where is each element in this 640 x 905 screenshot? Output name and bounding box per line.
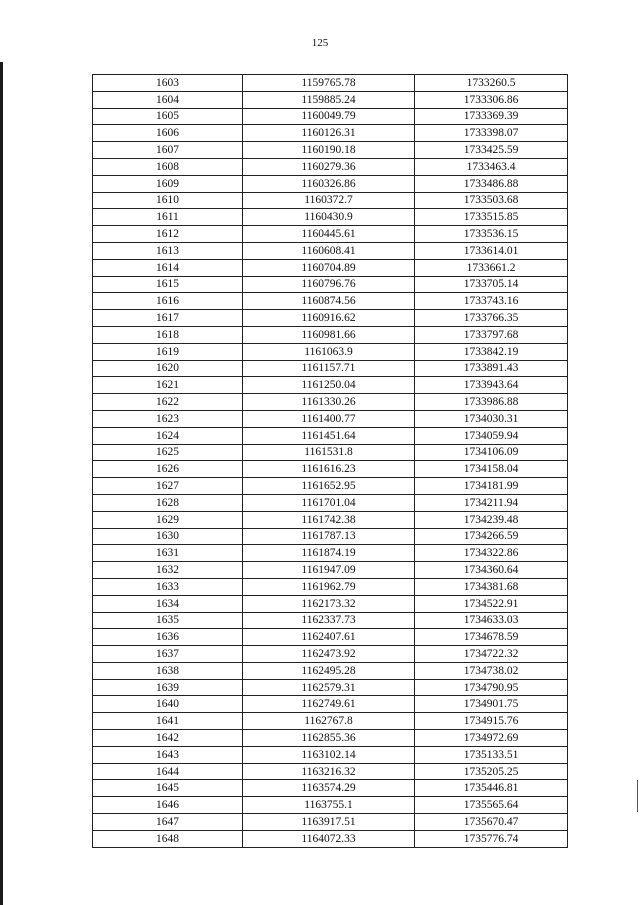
- x-coordinate-cell: 1162173.32: [243, 595, 415, 612]
- point-number-cell: 1605: [93, 108, 243, 125]
- table-row: [93, 310, 568, 327]
- point-number-cell: 1647: [93, 814, 243, 831]
- table-row: [93, 578, 568, 595]
- point-number-cell: 1611: [93, 209, 243, 226]
- point-number-cell: 1638: [93, 662, 243, 679]
- coordinates-table: [92, 74, 568, 848]
- x-coordinate-cell: 1163917.51: [243, 814, 415, 831]
- table-row: [93, 175, 568, 192]
- table-row: [93, 360, 568, 377]
- table-row: [93, 763, 568, 780]
- point-number-cell: 1635: [93, 612, 243, 629]
- x-coordinate-cell: 1162579.31: [243, 679, 415, 696]
- y-coordinate-cell: 1734266.59: [415, 528, 568, 545]
- point-number-cell: 1622: [93, 394, 243, 411]
- point-number-cell: 1626: [93, 461, 243, 478]
- y-coordinate-cell: 1735446.81: [415, 780, 568, 797]
- point-number-cell: 1634: [93, 595, 243, 612]
- y-coordinate-cell: 1734106.09: [415, 444, 568, 461]
- table-row: [93, 394, 568, 411]
- point-number-cell: 1607: [93, 142, 243, 159]
- x-coordinate-cell: 1160445.61: [243, 226, 415, 243]
- table-row: [93, 478, 568, 495]
- table-row: [93, 494, 568, 511]
- point-number-cell: 1632: [93, 562, 243, 579]
- table-row: [93, 746, 568, 763]
- point-number-cell: 1612: [93, 226, 243, 243]
- right-edge-mark: [637, 780, 638, 812]
- table-row: [93, 830, 568, 847]
- table-row: [93, 511, 568, 528]
- table-row: [93, 528, 568, 545]
- table-row: [93, 730, 568, 747]
- x-coordinate-cell: 1162337.73: [243, 612, 415, 629]
- point-number-cell: 1606: [93, 125, 243, 142]
- point-number-cell: 1629: [93, 511, 243, 528]
- table-row: [93, 192, 568, 209]
- point-number-cell: 1610: [93, 192, 243, 209]
- table-row: [93, 293, 568, 310]
- table-row: [93, 242, 568, 259]
- table-row: [93, 209, 568, 226]
- point-number-cell: 1623: [93, 410, 243, 427]
- x-coordinate-cell: 1162473.92: [243, 646, 415, 663]
- y-coordinate-cell: 1734239.48: [415, 511, 568, 528]
- table-row: [93, 679, 568, 696]
- point-number-cell: 1603: [93, 75, 243, 92]
- x-coordinate-cell: 1161947.09: [243, 562, 415, 579]
- table-row: [93, 545, 568, 562]
- point-number-cell: 1633: [93, 578, 243, 595]
- table-row: [93, 326, 568, 343]
- table-row: [93, 108, 568, 125]
- table-row: [93, 612, 568, 629]
- y-coordinate-cell: 1733986.88: [415, 394, 568, 411]
- x-coordinate-cell: 1160430.9: [243, 209, 415, 226]
- x-coordinate-cell: 1161787.13: [243, 528, 415, 545]
- point-number-cell: 1613: [93, 242, 243, 259]
- y-coordinate-cell: 1735776.74: [415, 830, 568, 847]
- table-row: [93, 713, 568, 730]
- x-coordinate-cell: 1160372.7: [243, 192, 415, 209]
- x-coordinate-cell: 1161250.04: [243, 377, 415, 394]
- x-coordinate-cell: 1164072.33: [243, 830, 415, 847]
- y-coordinate-cell: 1733614.01: [415, 242, 568, 259]
- y-coordinate-cell: 1733536.15: [415, 226, 568, 243]
- x-coordinate-cell: 1160608.41: [243, 242, 415, 259]
- y-coordinate-cell: 1734678.59: [415, 629, 568, 646]
- table-row: [93, 226, 568, 243]
- table-row: [93, 427, 568, 444]
- y-coordinate-cell: 1733425.59: [415, 142, 568, 159]
- y-coordinate-cell: 1733943.64: [415, 377, 568, 394]
- point-number-cell: 1643: [93, 746, 243, 763]
- point-number-cell: 1640: [93, 696, 243, 713]
- x-coordinate-cell: 1160279.36: [243, 158, 415, 175]
- x-coordinate-cell: 1161874.19: [243, 545, 415, 562]
- y-coordinate-cell: 1734972.69: [415, 730, 568, 747]
- y-coordinate-cell: 1734790.95: [415, 679, 568, 696]
- point-number-cell: 1617: [93, 310, 243, 327]
- table-row: [93, 696, 568, 713]
- point-number-cell: 1616: [93, 293, 243, 310]
- x-coordinate-cell: 1160126.31: [243, 125, 415, 142]
- x-coordinate-cell: 1162749.61: [243, 696, 415, 713]
- y-coordinate-cell: 1733306.86: [415, 91, 568, 108]
- point-number-cell: 1644: [93, 763, 243, 780]
- left-margin-bar: [0, 62, 3, 905]
- y-coordinate-cell: 1733515.85: [415, 209, 568, 226]
- table-row: [93, 646, 568, 663]
- y-coordinate-cell: 1735565.64: [415, 797, 568, 814]
- point-number-cell: 1619: [93, 343, 243, 360]
- y-coordinate-cell: 1734522.91: [415, 595, 568, 612]
- point-number-cell: 1609: [93, 175, 243, 192]
- point-number-cell: 1618: [93, 326, 243, 343]
- y-coordinate-cell: 1734901.75: [415, 696, 568, 713]
- y-coordinate-cell: 1734059.94: [415, 427, 568, 444]
- table-row: [93, 629, 568, 646]
- x-coordinate-cell: 1162495.28: [243, 662, 415, 679]
- y-coordinate-cell: 1733891.43: [415, 360, 568, 377]
- table-row: [93, 562, 568, 579]
- x-coordinate-cell: 1161616.23: [243, 461, 415, 478]
- y-coordinate-cell: 1735670.47: [415, 814, 568, 831]
- point-number-cell: 1646: [93, 797, 243, 814]
- point-number-cell: 1621: [93, 377, 243, 394]
- point-number-cell: 1630: [93, 528, 243, 545]
- table-row: [93, 343, 568, 360]
- y-coordinate-cell: 1733743.16: [415, 293, 568, 310]
- x-coordinate-cell: 1161652.95: [243, 478, 415, 495]
- point-number-cell: 1631: [93, 545, 243, 562]
- y-coordinate-cell: 1734181.99: [415, 478, 568, 495]
- y-coordinate-cell: 1733842.19: [415, 343, 568, 360]
- coordinates-table-body: [93, 75, 568, 848]
- x-coordinate-cell: 1163102.14: [243, 746, 415, 763]
- table-row: [93, 662, 568, 679]
- y-coordinate-cell: 1734738.02: [415, 662, 568, 679]
- table-row: [93, 595, 568, 612]
- y-coordinate-cell: 1733369.39: [415, 108, 568, 125]
- table-row: [93, 780, 568, 797]
- x-coordinate-cell: 1160704.89: [243, 259, 415, 276]
- point-number-cell: 1637: [93, 646, 243, 663]
- y-coordinate-cell: 1734722.32: [415, 646, 568, 663]
- y-coordinate-cell: 1735133.51: [415, 746, 568, 763]
- x-coordinate-cell: 1160190.18: [243, 142, 415, 159]
- x-coordinate-cell: 1162855.36: [243, 730, 415, 747]
- y-coordinate-cell: 1734915.76: [415, 713, 568, 730]
- y-coordinate-cell: 1734030.31: [415, 410, 568, 427]
- table-row: [93, 377, 568, 394]
- y-coordinate-cell: 1733766.35: [415, 310, 568, 327]
- table-row: [93, 444, 568, 461]
- point-number-cell: 1615: [93, 276, 243, 293]
- x-coordinate-cell: 1161451.64: [243, 427, 415, 444]
- x-coordinate-cell: 1161742.38: [243, 511, 415, 528]
- x-coordinate-cell: 1161157.71: [243, 360, 415, 377]
- x-coordinate-cell: 1161531.8: [243, 444, 415, 461]
- x-coordinate-cell: 1160981.66: [243, 326, 415, 343]
- point-number-cell: 1642: [93, 730, 243, 747]
- point-number-cell: 1625: [93, 444, 243, 461]
- point-number-cell: 1627: [93, 478, 243, 495]
- point-number-cell: 1604: [93, 91, 243, 108]
- page-number: 125: [311, 37, 329, 49]
- y-coordinate-cell: 1734322.86: [415, 545, 568, 562]
- y-coordinate-cell: 1734381.68: [415, 578, 568, 595]
- x-coordinate-cell: 1162767.8: [243, 713, 415, 730]
- point-number-cell: 1620: [93, 360, 243, 377]
- x-coordinate-cell: 1159885.24: [243, 91, 415, 108]
- point-number-cell: 1636: [93, 629, 243, 646]
- y-coordinate-cell: 1733797.68: [415, 326, 568, 343]
- x-coordinate-cell: 1160916.62: [243, 310, 415, 327]
- table-row: [93, 814, 568, 831]
- table-row: [93, 410, 568, 427]
- point-number-cell: 1614: [93, 259, 243, 276]
- x-coordinate-cell: 1163216.32: [243, 763, 415, 780]
- table-row: [93, 125, 568, 142]
- x-coordinate-cell: 1162407.61: [243, 629, 415, 646]
- y-coordinate-cell: 1733486.88: [415, 175, 568, 192]
- y-coordinate-cell: 1734158.04: [415, 461, 568, 478]
- x-coordinate-cell: 1160796.76: [243, 276, 415, 293]
- y-coordinate-cell: 1733463.4: [415, 158, 568, 175]
- x-coordinate-cell: 1161400.77: [243, 410, 415, 427]
- y-coordinate-cell: 1734211.94: [415, 494, 568, 511]
- point-number-cell: 1645: [93, 780, 243, 797]
- x-coordinate-cell: 1159765.78: [243, 75, 415, 92]
- point-number-cell: 1624: [93, 427, 243, 444]
- y-coordinate-cell: 1733705.14: [415, 276, 568, 293]
- x-coordinate-cell: 1160326.86: [243, 175, 415, 192]
- y-coordinate-cell: 1733661.2: [415, 259, 568, 276]
- y-coordinate-cell: 1733398.07: [415, 125, 568, 142]
- x-coordinate-cell: 1163574.29: [243, 780, 415, 797]
- x-coordinate-cell: 1161330.26: [243, 394, 415, 411]
- table-row: [93, 158, 568, 175]
- table-row: [93, 461, 568, 478]
- x-coordinate-cell: 1161063.9: [243, 343, 415, 360]
- y-coordinate-cell: 1733503.68: [415, 192, 568, 209]
- point-number-cell: 1641: [93, 713, 243, 730]
- x-coordinate-cell: 1160874.56: [243, 293, 415, 310]
- table-row: [93, 259, 568, 276]
- table-row: [93, 142, 568, 159]
- x-coordinate-cell: 1160049.79: [243, 108, 415, 125]
- point-number-cell: 1639: [93, 679, 243, 696]
- x-coordinate-cell: 1161701.04: [243, 494, 415, 511]
- x-coordinate-cell: 1161962.79: [243, 578, 415, 595]
- point-number-cell: 1608: [93, 158, 243, 175]
- point-number-cell: 1648: [93, 830, 243, 847]
- table-row: [93, 91, 568, 108]
- y-coordinate-cell: 1733260.5: [415, 75, 568, 92]
- y-coordinate-cell: 1734633.03: [415, 612, 568, 629]
- point-number-cell: 1628: [93, 494, 243, 511]
- table-row: [93, 797, 568, 814]
- y-coordinate-cell: 1735205.25: [415, 763, 568, 780]
- table-row: [93, 75, 568, 92]
- y-coordinate-cell: 1734360.64: [415, 562, 568, 579]
- x-coordinate-cell: 1163755.1: [243, 797, 415, 814]
- table-row: [93, 276, 568, 293]
